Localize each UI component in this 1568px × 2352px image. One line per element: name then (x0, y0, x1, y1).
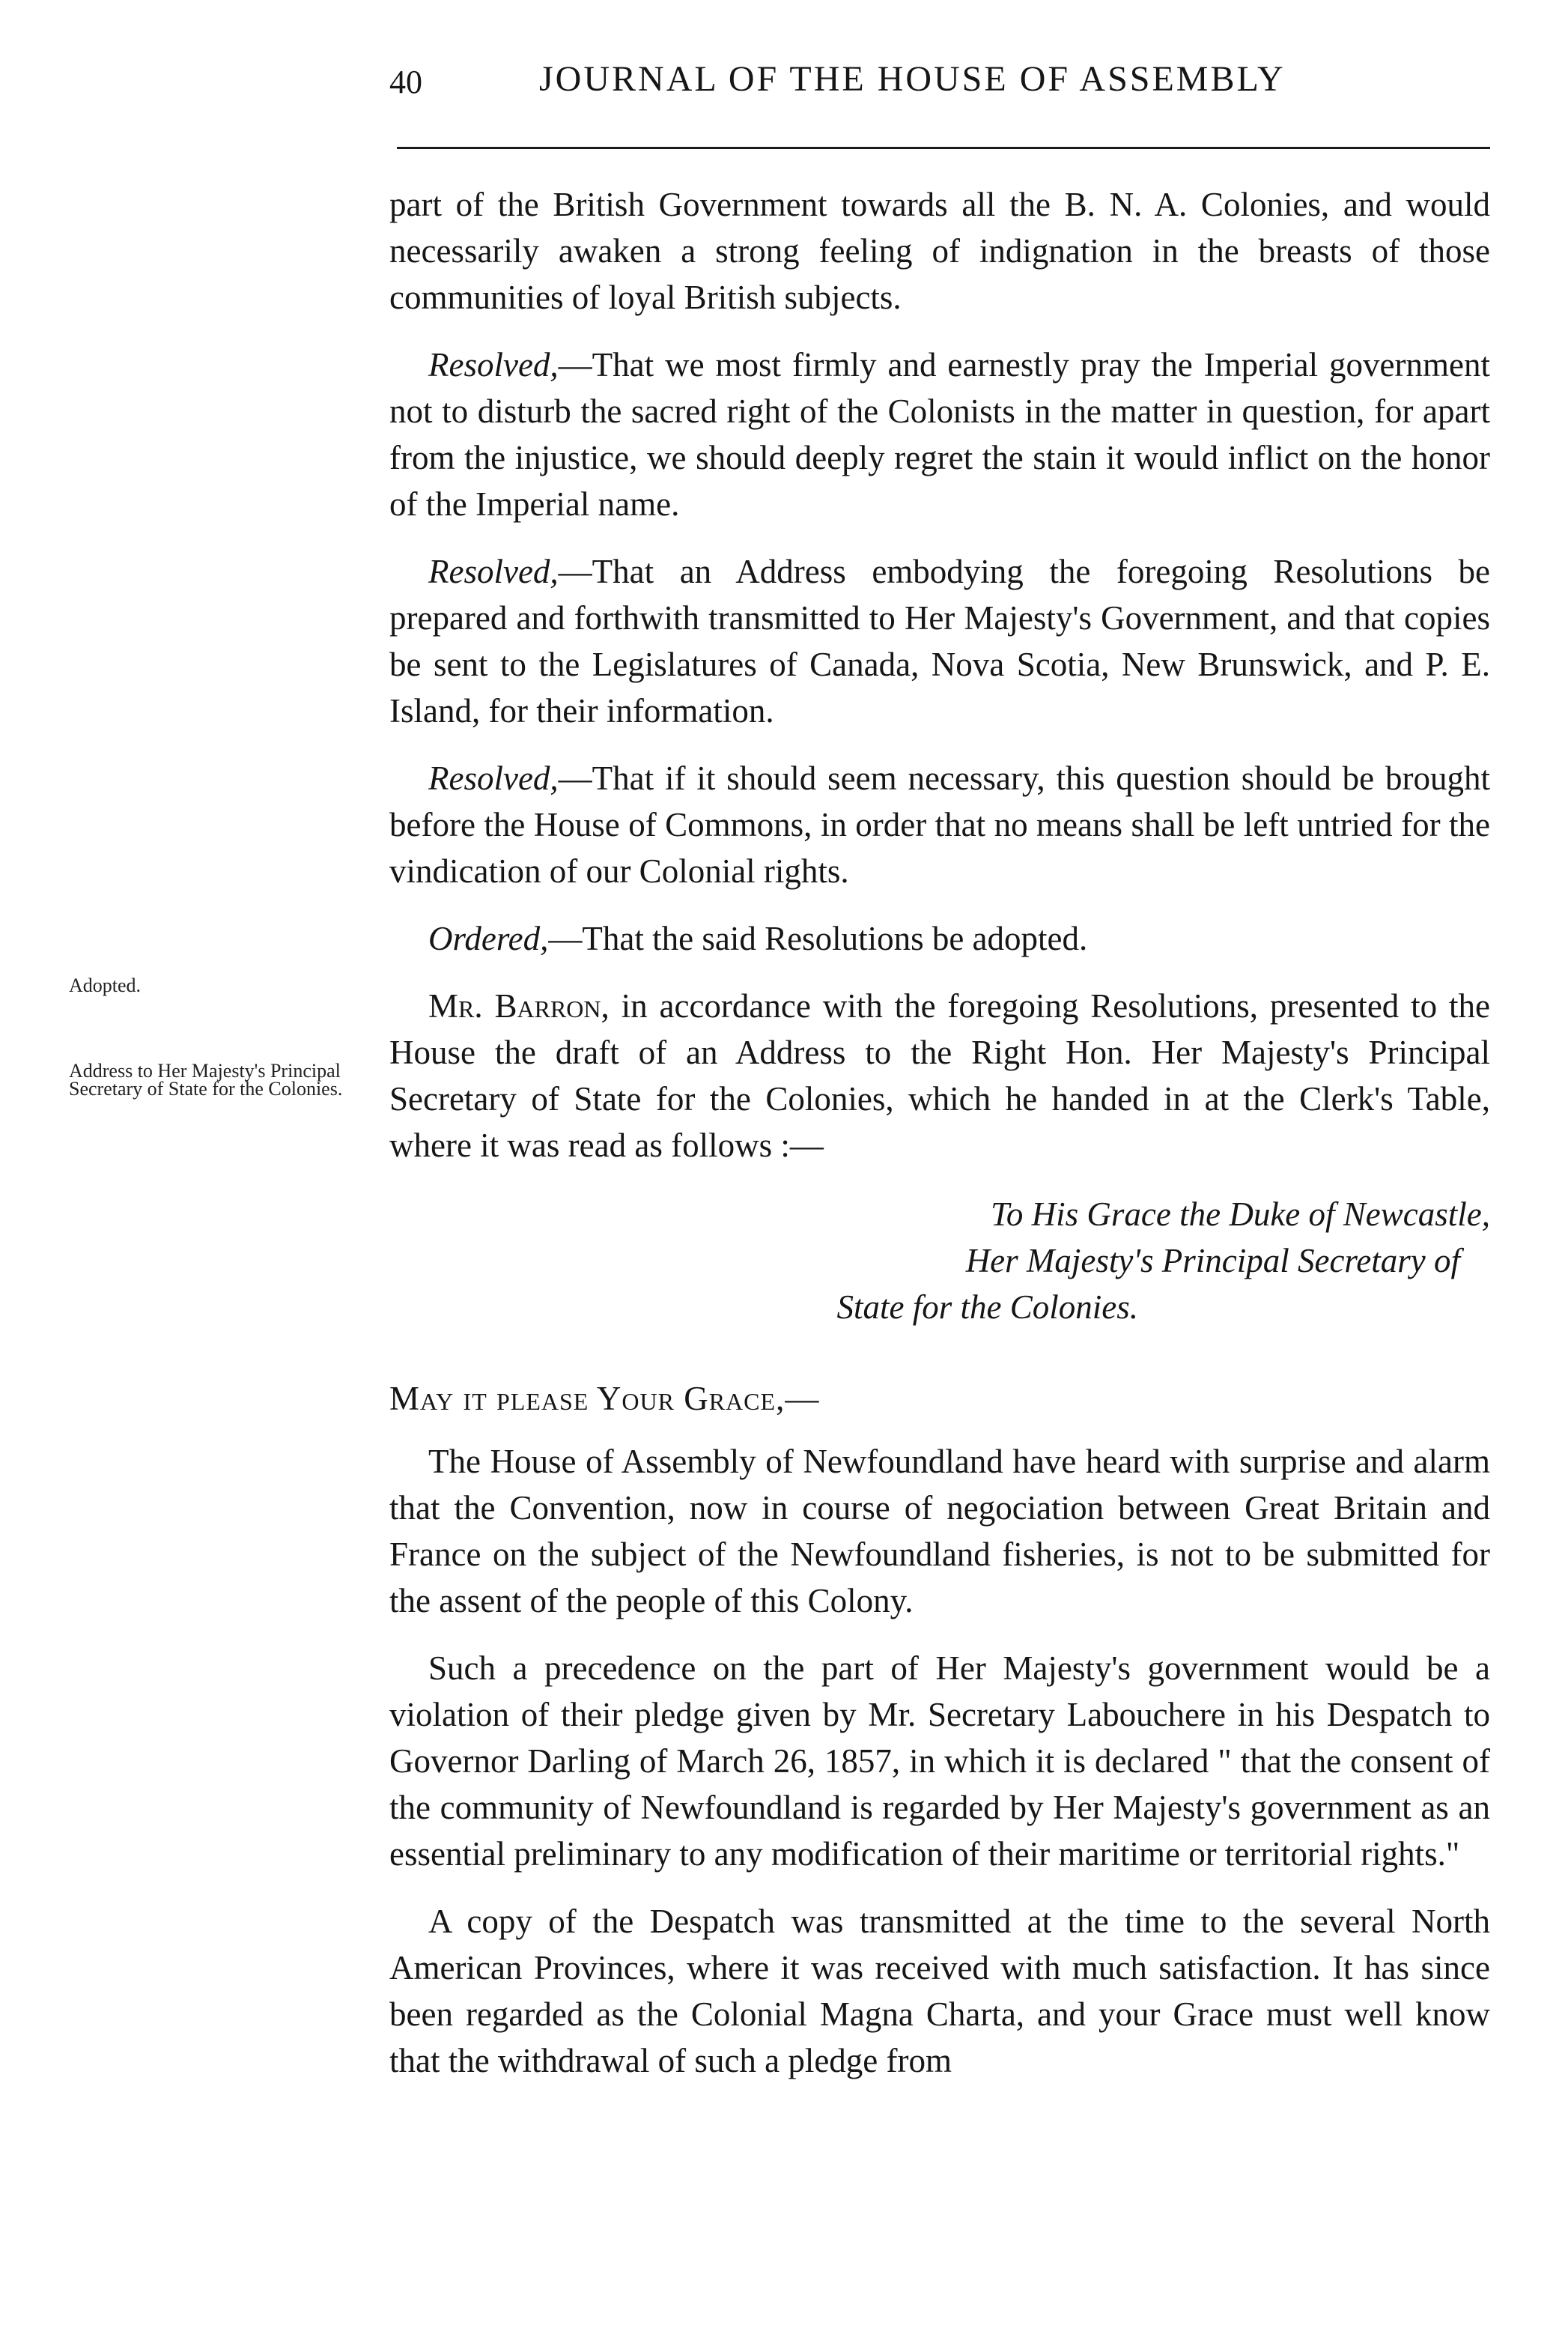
paragraph-resolved-3 (389, 755, 1490, 894)
address-line-2: Her Majesty's Principal Secretary of (965, 1242, 1460, 1279)
paragraph-address-3: A copy of the Despatch was transmitted at the time to the several North American Provinces, where it was received with much satisfaction. It has since been regarded as the Colonial Magna Charta, and your Grace must well know that the withdrawal of such a pledge from (389, 1903, 1490, 2079)
paragraph-resolved-2 (389, 548, 1490, 734)
ordered-text: —That the said Resolutions be adopted. (548, 920, 1088, 957)
paragraph-continuation: part of the British Government towards all the B. N. A. Colonies, and would necessarily awaken a strong feeling of indignation in the breasts of those communities of loyal British subjects. (389, 186, 1490, 316)
resolved-lead: Resolved, (428, 553, 559, 590)
paragraph-resolved-1 (389, 342, 1490, 527)
resolved-text: —That we most firmly and earnestly pray the Imperial government not to disturb the sacred right of the Colonists in the matter in question, for apart from the injustice, we should deeply regret the stain it would inflict on the honor of the Imperial name. (389, 346, 1490, 523)
resolved-text: —That an Address embodying the foregoing Resolutions be prepared and forthwith transmitted to Her Majesty's Government, and that copies be sent to the Legislatures of Canada, Nova Scotia, New Brunswick, and P. E. Island, for their information. (389, 553, 1490, 730)
address-line-3: State for the Colonies. (836, 1288, 1138, 1326)
address-line-1: To His Grace the Duke of Newcastle, (990, 1195, 1490, 1233)
ordered-lead: Ordered, (428, 920, 549, 957)
paragraph-address-2: Such a precedence on the part of Her Majesty's government would be a violation of their pledge given by Mr. Secretary Labouchere in his Despatch to Governor Darling of March 26, 1857, in which it is declared " that the consent of the community of Newfoundland is regarded by Her Majesty's government as an essential preliminary to any modification of their maritime or territorial rights." (389, 1649, 1490, 1873)
margin-note-address: Address to Her Majesty's Principal Secretary of State for the Colonies. (69, 1060, 343, 1100)
page-header (389, 58, 1490, 118)
paragraph-ordered (389, 915, 1490, 962)
page-number: 40 (389, 64, 422, 100)
body-text (389, 181, 1490, 2084)
paragraph-address-1: The House of Assembly of Newfoundland have heard with surprise and alarm that the Convention, now in course of negociation between Great Britain and France on the subject of the Newfoundland fisheries, is not to be submitted for the assent of the people of this Colony. (389, 1443, 1490, 1619)
margin-note-adopted: Adopted. (69, 975, 142, 996)
salutation: May it please Your Grace,— (389, 1380, 820, 1417)
resolved-lead: Resolved, (428, 346, 559, 384)
paragraph-mr-barron (389, 983, 1490, 1169)
speaker-text: in accordance with the foregoing Resolutions, presented to the House the draft of an Address to the Right Hon. Her Majesty's Principal Secretary of State for the Colonies, which he handed in at the Clerk's Table, where it was read as follows :— (389, 987, 1491, 1164)
address-heading (389, 1191, 1490, 1330)
resolved-lead: Resolved, (428, 760, 559, 797)
running-title: JOURNAL OF THE HOUSE OF ASSEMBLY (539, 59, 1286, 99)
speaker-name: Mr. Barron, (428, 987, 610, 1025)
resolved-text: —That if it should seem necessary, this question should be brought before the House of Commons, in order that no means shall be left untried for the vindication of our Colonial rights. (389, 760, 1490, 890)
header-rule (397, 147, 1490, 149)
